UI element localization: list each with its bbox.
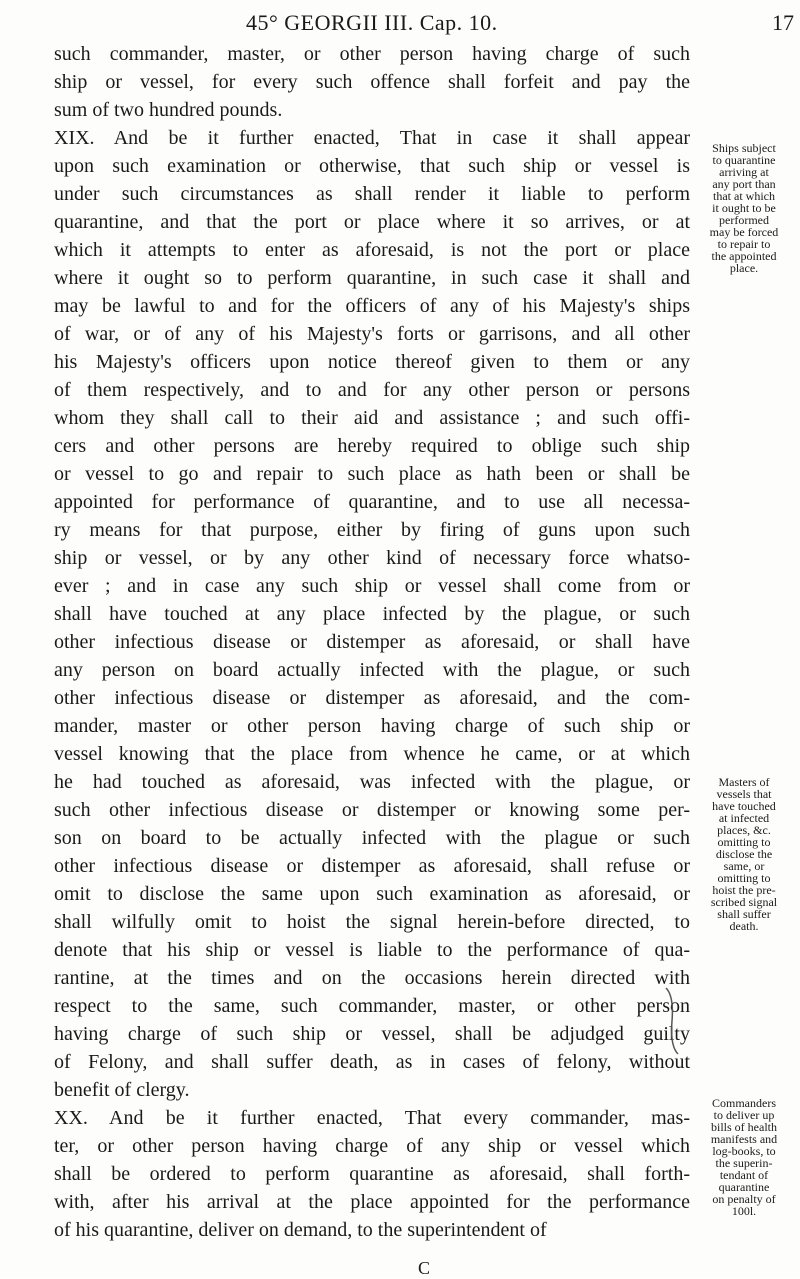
margin-note-line: Ships subject <box>712 141 776 155</box>
body-line: he had touched as aforesaid, was infected with the plague, or <box>54 771 690 793</box>
body-line: omit to disclose the same upon such examination as aforesaid, or <box>54 883 690 905</box>
body-line: sum of two hundred pounds. <box>54 99 283 121</box>
body-line: or vessel to go and repair to such place as hath been or shall be <box>54 463 690 485</box>
body-line: shall wilfully omit to hoist the signal herein-before directed, to <box>54 911 690 933</box>
margin-note-line: to quarantine <box>712 153 776 167</box>
margin-note-line: vessels that <box>716 787 772 801</box>
body-line: upon such examination or otherwise, that such ship or vessel is <box>54 155 690 177</box>
body-line: where it ought so to perform quarantine, in such case it shall and <box>54 267 690 289</box>
margin-note-line: place. <box>729 261 759 275</box>
margin-note-line: arriving at <box>719 165 769 179</box>
body-line: benefit of clergy. <box>54 1079 190 1101</box>
body-line: having charge of such ship or vessel, shall be adjudged guilty <box>54 1023 690 1045</box>
margin-note-line: to repair to <box>717 237 771 251</box>
margin-note-line: Commanders <box>712 1096 776 1110</box>
body-line: shall have touched at any place infected by the plague, or such <box>54 603 690 625</box>
body-line: respect to the same, such commander, master, or other person <box>54 995 690 1017</box>
body-line: which it attempts to enter as aforesaid, is not the port or place <box>54 239 690 261</box>
body-line: denote that his ship or vessel is liable to the performance of qua- <box>54 939 690 961</box>
body-line: other infectious disease or distemper as aforesaid, and the com- <box>54 687 690 709</box>
body-line: other infectious disease or distemper as aforesaid, shall refuse or <box>54 855 690 877</box>
margin-note-line: on penalty of <box>712 1192 776 1206</box>
margin-note-line: Masters of <box>718 775 770 789</box>
signature-mark: C <box>418 1258 431 1278</box>
body-line: ry means for that purpose, either by firing of guns upon such <box>54 519 690 541</box>
body-line: ship or vessel, for every such offence shall forfeit and pay the <box>54 71 690 93</box>
margin-note-line: places, &c. <box>717 823 771 837</box>
margin-note-line: may be forced <box>709 225 779 239</box>
margin-note-line: tendant of <box>719 1168 769 1182</box>
margin-note-line: scribed signal <box>710 895 778 909</box>
page-number: 17 <box>772 10 794 35</box>
margin-note-line: any port than <box>712 177 776 191</box>
margin-note-line: death. <box>729 919 759 933</box>
body-line: other infectious disease or distemper as aforesaid, or shall have <box>54 631 690 653</box>
body-line: with, after his arrival at the place appointed for the performance <box>54 1191 690 1213</box>
margin-note-line: disclose the <box>715 847 773 861</box>
body-line: ter, or other person having charge of any ship or vessel which <box>54 1135 690 1157</box>
margin-bracket-mark <box>664 986 680 1056</box>
body-line: such other infectious disease or distemper or knowing some per- <box>54 799 690 821</box>
margin-note-line: log-books, to <box>712 1144 776 1158</box>
body-line: of Felony, and shall suffer death, as in cases of felony, without <box>54 1051 690 1073</box>
margin-note-line: the appointed <box>711 249 777 263</box>
body-line: whom they shall call to their aid and assistance ; and such offi- <box>54 407 690 429</box>
margin-note-line: omitting to <box>717 835 771 849</box>
body-line: under such circumstances as shall render it liable to perform <box>54 183 690 205</box>
body-line: his Majesty's officers upon notice thereof given to them or any <box>54 351 690 373</box>
body-line: quarantine, and that the port or place where it so arrives, or at <box>54 211 690 233</box>
margin-note-line: omitting to <box>717 871 771 885</box>
margin-note <box>690 1097 798 1217</box>
body-line: XIX. And be it further enacted, That in case it shall appear <box>54 127 690 149</box>
margin-note-line: manifests and <box>710 1132 778 1146</box>
body-line: appointed for performance of quarantine, and to use all necessa- <box>54 491 690 513</box>
margin-note-line: hoist the pre- <box>712 883 776 897</box>
margin-note-line: performed <box>719 213 769 227</box>
body-line: shall be ordered to perform quarantine as aforesaid, shall forth- <box>54 1163 690 1185</box>
margin-note-line: quarantine <box>718 1180 770 1194</box>
margin-note-line: same, or <box>723 859 765 873</box>
body-line: of war, or of any of his Majesty's forts or garrisons, and all other <box>54 323 690 345</box>
body-text <box>54 40 690 1244</box>
body-line: XX. And be it further enacted, That every commander, mas- <box>54 1107 690 1129</box>
margin-note <box>690 142 798 274</box>
margin-note-line: to deliver up <box>713 1108 775 1122</box>
body-line: of them respectively, and to and for any other person or persons <box>54 379 690 401</box>
body-line: cers and other persons are hereby required to oblige such ship <box>54 435 690 457</box>
margin-note-line: 100l. <box>731 1204 757 1218</box>
margin-note-line: at infected <box>718 811 770 825</box>
body-line: vessel knowing that the place from whence he came, or at which <box>54 743 690 765</box>
page-header <box>0 8 800 44</box>
margin-note-line: it ought to be <box>712 201 776 215</box>
margin-note-line: have touched <box>712 799 776 813</box>
body-line: mander, master or other person having charge of such ship or <box>54 715 690 737</box>
margin-note-line: the superin- <box>715 1156 773 1170</box>
body-line: ship or vessel, or by any other kind of necessary force whatso- <box>54 547 690 569</box>
body-line: may be lawful to and for the officers of any of his Majesty's ships <box>54 295 690 317</box>
body-line: such commander, master, or other person having charge of such <box>54 43 690 65</box>
margin-note-line: bills of health <box>711 1120 777 1134</box>
body-line: son on board to be actually infected with the plague or such <box>54 827 690 849</box>
margin-note-line: that at which <box>713 189 775 203</box>
margin-note <box>690 776 798 932</box>
body-line: any person on board actually infected with the plague, or such <box>54 659 690 681</box>
body-line: ever ; and in case any such ship or vessel shall come from or <box>54 575 690 597</box>
body-line: rantine, at the times and on the occasions herein directed with <box>54 967 690 989</box>
margin-note-line: shall suffer <box>717 907 771 921</box>
running-head: 45° GEORGII III. Cap. 10. <box>246 10 498 35</box>
body-line: of his quarantine, deliver on demand, to the superintendent of <box>54 1219 547 1241</box>
